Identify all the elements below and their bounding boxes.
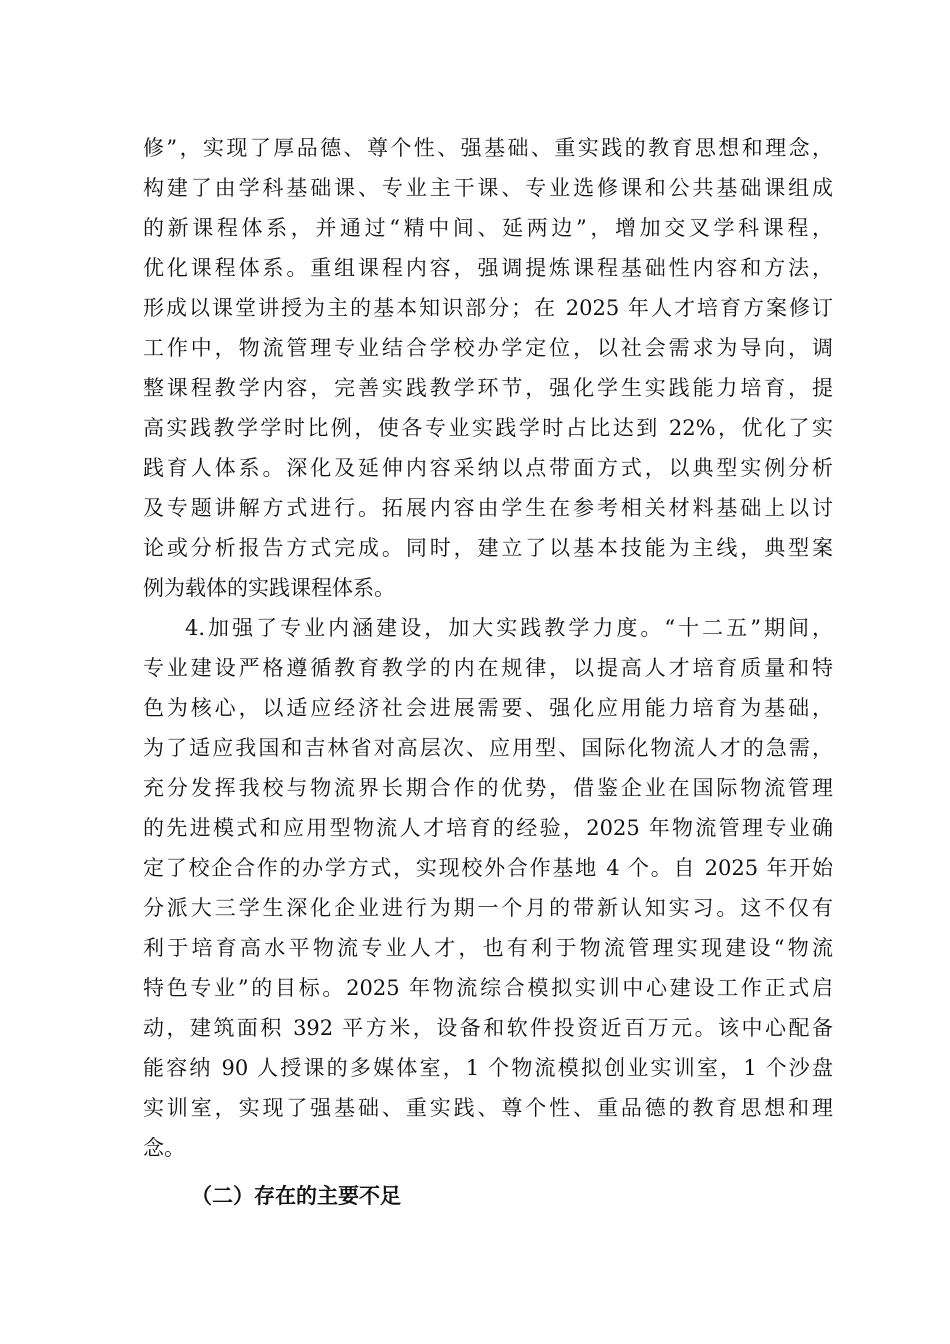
paragraph-1-line-3: 的新课程体系，并通过“精中间、延两边”，增加交叉学科课程， — [143, 216, 833, 240]
section-heading: （二）存在的主要不足 — [191, 1184, 401, 1208]
paragraph-1-line-7: 整课程教学内容，完善实践教学环节，强化学生实践能力培育，提 — [143, 376, 833, 400]
paragraph-2-line-4: 为了适应我国和吉林省对高层次、应用型、国际化物流人才的急需， — [143, 736, 833, 760]
paragraph-2-line-8: 分派大三学生深化企业进行为期一个月的带新认知实习。这不仅有 — [143, 896, 833, 920]
paragraph-2-line-5: 充分发挥我校与物流界长期合作的优势，借鉴企业在国际物流管理 — [143, 776, 833, 800]
paragraph-1-line-9: 践育人体系。深化及延伸内容采纳以点带面方式，以典型实例分析 — [143, 456, 833, 480]
paragraph-2-line-13: 实训室，实现了强基础、重实践、尊个性、重品德的教育思想和理 — [143, 1096, 833, 1120]
paragraph-1-line-12: 例为载体的实践课程体系。 — [143, 576, 395, 600]
paragraph-1-line-11: 论或分析报告方式完成。同时，建立了以基本技能为主线，典型案 — [143, 536, 833, 560]
document-body — [143, 128, 833, 1216]
paragraph-2-line-3: 色为核心，以适应经济社会进展需要、强化应用能力培育为基础， — [143, 696, 833, 720]
paragraph-2-line-11: 动，建筑面积 392 平方米，设备和软件投资近百万元。该中心配备 — [143, 1016, 833, 1040]
paragraph-1-line-6: 工作中，物流管理专业结合学校办学定位，以社会需求为导向，调 — [143, 336, 833, 360]
paragraph-1-line-4: 优化课程体系。重组课程内容，强调提炼课程基础性内容和方法， — [143, 256, 833, 280]
paragraph-2-line-1: 4.加强了专业内涵建设，加大实践教学力度。“十二五”期间， — [185, 616, 833, 640]
paragraph-2-line-7: 定了校企合作的办学方式，实现校外合作基地 4 个。自 2025 年开始 — [143, 856, 833, 880]
paragraph-1-line-1: 修”，实现了厚品德、尊个性、强基础、重实践的教育思想和理念， — [143, 136, 833, 160]
paragraph-1-line-5: 形成以课堂讲授为主的基本知识部分；在 2025 年人才培育方案修订 — [143, 296, 833, 320]
paragraph-2-line-10: 特色专业”的目标。2025 年物流综合模拟实训中心建设工作正式启 — [143, 976, 833, 1000]
paragraph-2-line-9: 利于培育高水平物流专业人才，也有利于物流管理实现建设“物流 — [143, 936, 833, 960]
paragraph-1-line-8: 高实践教学学时比例，使各专业实践学时占比达到 22%，优化了实 — [143, 416, 833, 440]
paragraph-2-line-14: 念。 — [143, 1136, 185, 1160]
paragraph-2-line-2: 专业建设严格遵循教育教学的内在规律，以提高人才培育质量和特 — [143, 656, 833, 680]
paragraph-1-line-2: 构建了由学科基础课、专业主干课、专业选修课和公共基础课组成 — [143, 176, 833, 200]
paragraph-2-line-12: 能容纳 90 人授课的多媒体室，1 个物流模拟创业实训室，1 个沙盘 — [143, 1056, 833, 1080]
paragraph-1-line-10: 及专题讲解方式进行。拓展内容由学生在参考相关材料基础上以讨 — [143, 496, 833, 520]
paragraph-2-line-6: 的先进模式和应用型物流人才培育的经验，2025 年物流管理专业确 — [143, 816, 833, 840]
